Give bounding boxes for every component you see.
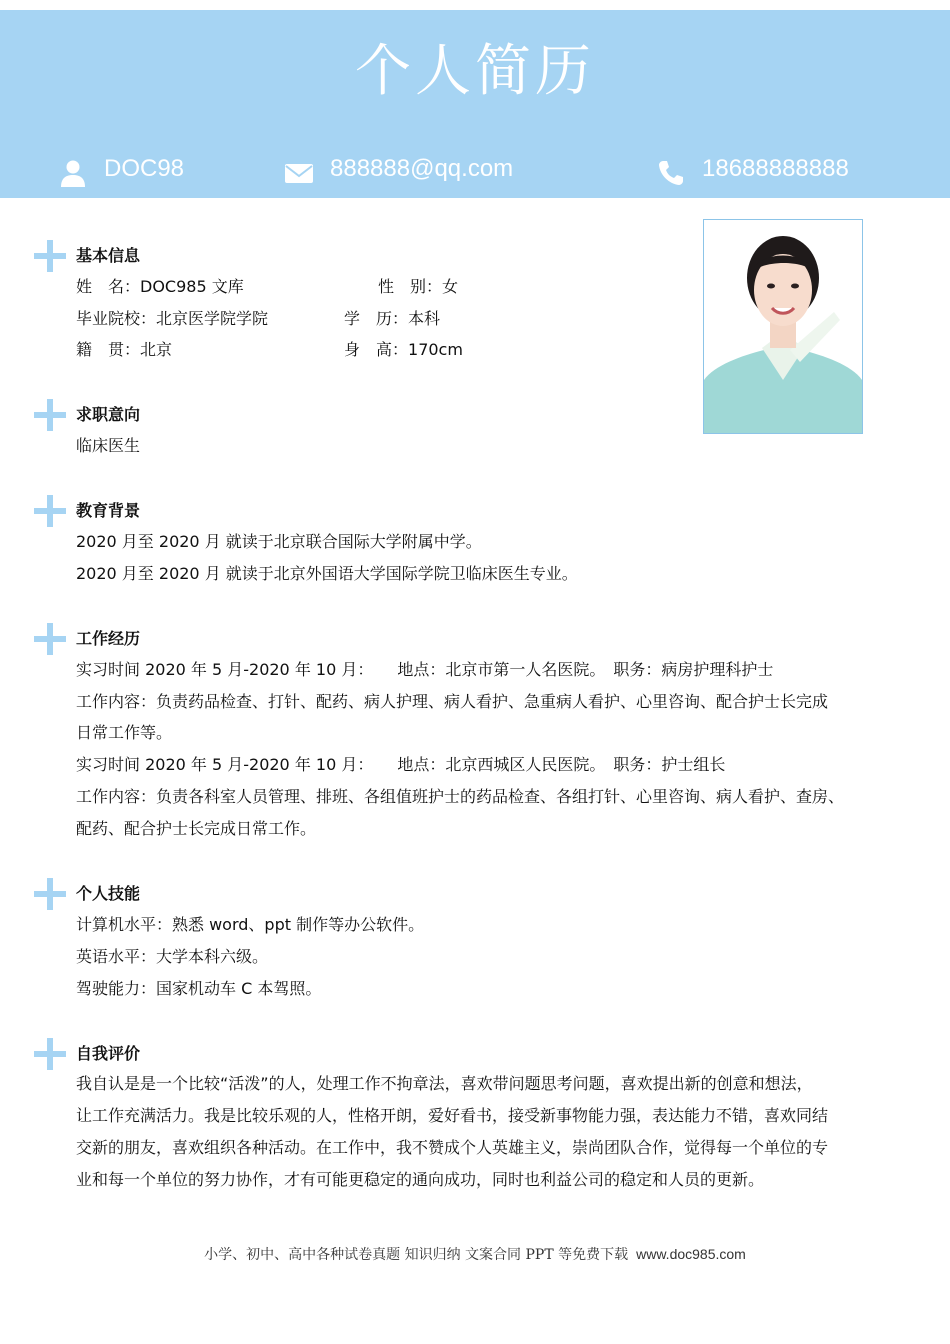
origin-row — [76, 338, 172, 362]
self-line: 让工作充满活力。我是比较乐观的人，性格开朗，爱好看书，接受新事物能力强，表达能力不错，喜欢同结 — [76, 1106, 829, 1125]
contact-name — [58, 156, 248, 198]
plus-icon — [34, 623, 66, 655]
degree-row — [344, 307, 440, 331]
contact-phone-text: 18688888888 — [702, 156, 849, 182]
work-line: 实习时间 2020 年 5 月-2020 年 10 月： 地点：北京市第一人名医院。 职务：病房护理科护士 — [76, 660, 774, 679]
self-line: 我自认是是一个比较“活泼”的人，处理工作不拘章法，喜欢带问题思考问题，喜欢提出新的创意和想法， — [76, 1074, 813, 1093]
mail-icon — [284, 158, 314, 188]
school-label: 毕业院校： — [76, 309, 157, 328]
plus-icon — [34, 1038, 66, 1070]
plus-icon — [34, 878, 66, 910]
degree-value: 本科 — [408, 309, 441, 328]
plus-icon — [34, 240, 66, 272]
section-title: 基本信息 — [76, 246, 141, 265]
work-line: 配药、配合护士长完成日常工作。 — [76, 819, 317, 838]
name-label: 姓 名： — [76, 277, 141, 296]
plus-icon — [34, 399, 66, 431]
section-title: 教育背景 — [76, 501, 141, 520]
gender-value: 女 — [442, 277, 459, 296]
section-title: 工作经历 — [76, 629, 141, 648]
section-title: 个人技能 — [76, 884, 141, 903]
work-line: 工作内容：负责各科室人员管理、排班、各组值班护士的药品检查、各组打针、心里咨询、病人看护、查房、 — [76, 787, 845, 806]
origin-value: 北京 — [140, 340, 173, 359]
contact-name-text: DOC98 — [104, 156, 185, 182]
gender-row — [378, 275, 458, 299]
height-label: 身 高： — [344, 340, 409, 359]
work-line: 工作内容：负责药品检查、打针、配药、病人护理、病人看护、急重病人看护、心里咨询、配合护士长完成 — [76, 692, 829, 711]
phone-icon — [656, 158, 686, 188]
section-title: 自我评价 — [76, 1044, 141, 1063]
skill-line: 英语水平：大学本科六级。 — [76, 947, 269, 966]
contact-email — [284, 156, 584, 198]
work-line: 实习时间 2020 年 5 月-2020 年 10 月： 地点：北京西城区人民医院。 职务：护士组长 — [76, 755, 726, 774]
page-title: 个人简历 — [355, 39, 595, 104]
degree-label: 学 历： — [344, 309, 409, 328]
intent-value: 临床医生 — [76, 436, 141, 455]
school-row — [76, 307, 268, 331]
height-row — [344, 338, 463, 362]
gender-label: 性 别： — [378, 277, 443, 296]
skill-line: 驾驶能力：国家机动车 C 本驾照。 — [76, 979, 322, 998]
plus-icon — [34, 495, 66, 527]
self-line: 交新的朋友，喜欢组织各种活动。在工作中，我不赞成个人英雄主义，崇尚团队合作，觉得每一个单位的专 — [76, 1138, 829, 1157]
profile-photo — [703, 219, 863, 434]
education-line: 2020 月至 2020 月 就读于北京外国语大学国际学院卫临床医生专业。 — [76, 564, 578, 583]
portrait-image — [704, 220, 862, 433]
contact-phone — [656, 156, 886, 198]
height-value: 170cm — [408, 340, 463, 359]
section-title: 求职意向 — [76, 405, 141, 424]
work-line: 日常工作等。 — [76, 723, 173, 742]
school-value: 北京医学院学院 — [156, 309, 269, 328]
footer-link[interactable]: www.doc985.com — [636, 1246, 746, 1262]
education-line: 2020 月至 2020 月 就读于北京联合国际大学附属中学。 — [76, 532, 482, 551]
name-value: DOC985 文库 — [140, 277, 244, 296]
name-row — [76, 275, 244, 299]
skill-line: 计算机水平：熟悉 word、ppt 制作等办公软件。 — [76, 915, 425, 934]
origin-label: 籍 贯： — [76, 340, 141, 359]
header-banner — [0, 10, 950, 198]
self-line: 业和每一个单位的努力协作，才有可能更稳定的通向成功，同时也利益公司的稳定和人员的更新。 — [76, 1170, 765, 1189]
footer-text: 小学、初中、高中各种试卷真题 知识归纳 文案合同 PPT 等免费下载 — [204, 1247, 629, 1263]
contact-email-text: 888888@qq.com — [330, 156, 514, 182]
person-icon — [58, 158, 88, 188]
footer — [0, 1243, 950, 1266]
